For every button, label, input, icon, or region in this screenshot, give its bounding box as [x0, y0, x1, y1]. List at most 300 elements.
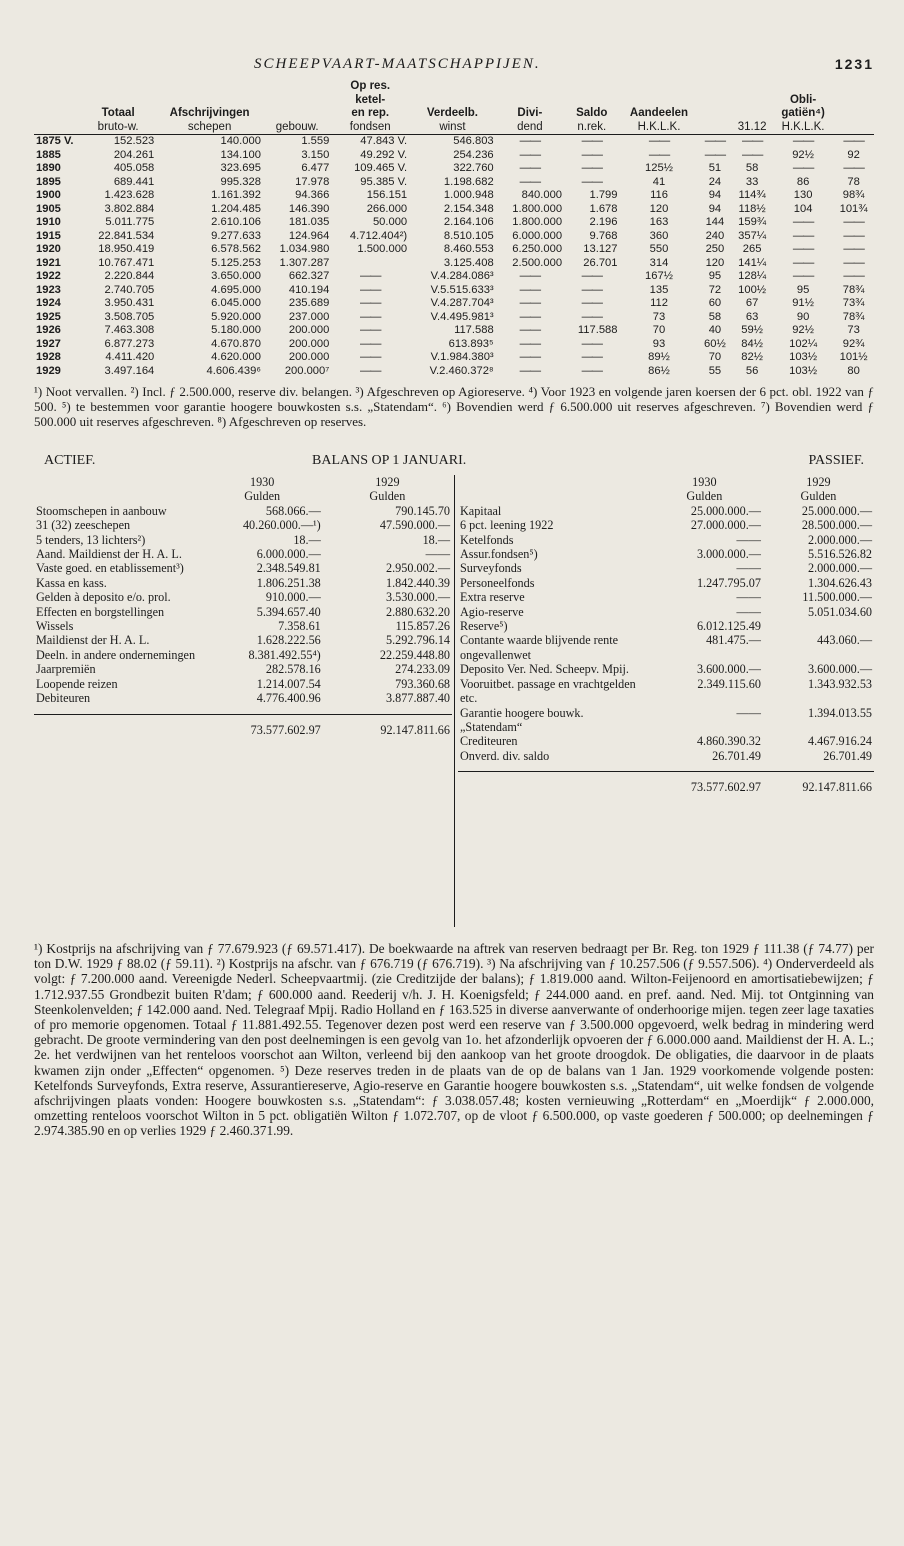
actief-row: [34, 619, 452, 633]
history-cell: 3.802.884: [104, 202, 155, 215]
history-cell: V.1.984.380³: [430, 351, 494, 363]
history-header: [833, 94, 874, 121]
history-cell: 72: [708, 283, 722, 296]
history-cell: 200.000: [288, 324, 330, 336]
history-year: 1923: [36, 283, 61, 296]
history-cell: 613.893⁵: [448, 337, 494, 350]
passief-amount: 1.394.013.55: [808, 705, 872, 720]
passief-amount: ——: [736, 532, 761, 547]
history-cell: 1.161.392: [211, 189, 261, 201]
history-cell: ——: [581, 148, 602, 161]
passief-amount: 1.247.795.07: [696, 575, 761, 590]
history-cell: 200.000: [288, 351, 330, 363]
passief-table: [458, 475, 874, 795]
history-cell: ——: [519, 148, 541, 161]
history-cell: 140.000: [220, 135, 261, 147]
actief-amount: 6.000.000.—: [256, 547, 321, 562]
history-cell: 322.760: [453, 162, 494, 174]
history-cell: 73: [847, 324, 860, 336]
actief-label: Vaste goed. en etablissement³): [36, 561, 184, 576]
balance-footnotes: ¹) Kostprijs na afschrijving van ƒ 77.679.923 (ƒ 69.571.417). De boekwaarde na aftrek van reserven bedraagt per Br. Reg. ton 1929 ƒ 111.38 (ƒ 74.77) per ton D.W. 1929 ƒ 88.02 (ƒ 59.11). ²) Kostprijs na afschr. van ƒ 676.719 (ƒ 676.719). ³) Na afschrijving van ƒ 10.257.506 (ƒ 9.557.506). ⁴) Onderverdeeld als volgt: ƒ 7.200.000 aand. Vereenigde Nederl. Scheepvaartmij. (zie Creditzijde der balans); ƒ 1.819.000 aand. Wilton-Feijenoord en amortisatiebewijzen; ƒ 1.712.937.55 Grondbezit buiten R'dam; ƒ 600.000 aand. Reederij v/h. J. H. Koenigsfeld; ƒ 244.000 aand. en pref. aand. Ned. Mij. tot Ontginning van Steenkolenvelden; ƒ 142.000 aand. Ned. Telegraaf Mpij. Radio Holland en ƒ 163.525 in diverse aanverwante of onderhoorige mijen. tegen zeer lage taxaties of pro memorie opgenomen. Totaal ƒ 11.881.492.55. Tegenover dezen post werd een reserve van ƒ 3.500.000 opgevoerd, welk bedrag in mindering werd gebracht. De groote vermindering van den post deelnemingen is een gevolg van 1o. het afzonderlijk opvoeren der ƒ 6.000.000 aand. Maildienst der H. A. L.; 2e. het verdwijnen van het renteloos voorschot aan Wilton, verleend bij den aankoop van het groote droogdok. De obligaties, die daarvoor in de plaats kwamen zijn onder „Effecten“ opgenomen. ⁵) Deze reserves treden in de plaats van de op de balans van 1 Jan. 1929 voorkomende volgende posten: Ketelfonds Surveyfonds, Extra reserve, Assurantiereserve, Agio-reserve en Garantie hoogere bouwkosten s.s. „Statendam“, uit welke fondsen de volgende afschrijvingen plaats vonden: Hoogere bouwkosten s.s. „Statendam“: ƒ 3.038.057.48; kosten vernieuwing „Rotterdam“ en „Moerdijk“ ƒ 2.000.000, omzetting renteloos voorschot Wilton in 5 pct. obligatiën Wilton ƒ 1.072.707, op de vloot ƒ 6.500.000, op vaste goederen ƒ 500.000; op deelnemingen ƒ 2.974.385.90 en op verlies 1929 ƒ 2.460.371.99.: [34, 941, 874, 1139]
history-cell: ——: [648, 135, 670, 147]
history-cell: ——: [519, 351, 541, 363]
history-cell: 995.328: [220, 175, 261, 188]
history-cell: 4.411.420: [105, 351, 155, 363]
history-cell: 116: [650, 189, 668, 201]
history-header: Verdeelb.: [426, 107, 478, 119]
history-cell: 124.964: [288, 229, 330, 242]
history-cell: ——: [581, 297, 602, 309]
history-header: [699, 94, 732, 121]
passief-row: [458, 706, 874, 735]
history-cell: ——: [843, 256, 864, 269]
history-cell: 102¼: [789, 337, 818, 350]
history-cell: 78¾: [842, 310, 865, 323]
history-cell: 86½: [648, 364, 670, 377]
history-cell: 73¾: [842, 297, 865, 309]
actief-amount: 2.348.549.81: [256, 561, 321, 576]
actief-label: Deeln. in andere ondernemingen: [36, 647, 196, 662]
history-cell: V.5.515.633³: [430, 283, 494, 296]
actief-row: [34, 504, 452, 518]
history-year: 1921: [36, 256, 61, 269]
history-row: [34, 297, 874, 311]
history-year: 1910: [36, 216, 61, 228]
history-cell: 146.390: [288, 202, 330, 215]
history-cell: 1.559: [301, 135, 330, 147]
history-cell: V.4.287.704³: [430, 297, 494, 309]
history-cell: 2.740.705: [104, 283, 155, 296]
history-cell: 73: [652, 310, 666, 323]
passief-row: [458, 677, 874, 706]
history-cell: 235.689: [288, 297, 330, 309]
history-cell: 6.578.562: [211, 243, 261, 255]
actief-label: 31 (32) zeeschepen: [36, 518, 131, 533]
history-cell: ——: [581, 351, 602, 363]
history-header: Obli- gatiën⁴): [781, 93, 825, 119]
actief-side: [34, 475, 452, 737]
spacer: [34, 475, 202, 489]
history-cell: 2.164.106: [443, 216, 494, 228]
actief-amount: 1.214.007.54: [256, 676, 321, 691]
history-cell: ——: [741, 135, 763, 147]
passief-row: [458, 734, 874, 748]
history-body: [34, 135, 874, 379]
history-cell: 41: [652, 175, 666, 188]
history-cell: 405.058: [113, 162, 155, 174]
passief-row: [458, 533, 874, 547]
history-cell: 92½: [792, 324, 814, 336]
history-cell: 266.000: [366, 202, 408, 215]
history-cell: 120: [705, 256, 725, 269]
history-subheader: [833, 121, 874, 135]
history-cell: 94: [708, 202, 722, 215]
history-cell: ——: [843, 243, 864, 255]
history-cell: 117.588: [577, 324, 618, 336]
passief-amount: 5.516.526.82: [808, 547, 872, 562]
history-cell: V.2.460.372⁸: [429, 364, 494, 377]
actief-amount: 1.842.440.39: [386, 575, 450, 590]
passief-amount: ——: [736, 590, 761, 605]
actief-amount: 790.145.70: [395, 503, 450, 518]
history-cell: 152.523: [113, 135, 155, 147]
history-header: Divi-: [517, 107, 543, 119]
history-cell: 4.695.000: [211, 283, 261, 296]
history-cell: 144: [705, 216, 725, 228]
passief-title: PASSIEF.: [808, 453, 864, 468]
history-cell: ——: [519, 283, 541, 296]
actief-total: 73.577.602.97: [202, 714, 323, 737]
history-cell: 550: [649, 243, 669, 255]
history-cell: 10.767.471: [98, 256, 155, 269]
history-cell: ——: [581, 310, 602, 323]
actief-amount: 18.—: [422, 532, 450, 547]
history-subheader: winst: [409, 121, 496, 135]
history-cell: 134.100: [220, 148, 261, 161]
history-cell: 18.950.419: [98, 243, 155, 255]
history-cell: 3.125.408: [443, 256, 494, 269]
history-cell: ——: [843, 135, 864, 147]
history-cell: ——: [581, 175, 602, 188]
actief-total-row: [34, 714, 452, 737]
history-cell: 4.712.404²): [349, 229, 408, 242]
passief-year: 1929: [806, 475, 831, 489]
history-cell: 2.610.106: [211, 216, 261, 228]
history-cell: 84½: [741, 337, 764, 350]
history-cell: 49.292 V.: [360, 148, 408, 161]
history-cell: ——: [519, 270, 541, 282]
actief-year-row: [34, 475, 452, 489]
history-cell: ——: [519, 175, 541, 188]
passief-side: [458, 475, 874, 795]
history-row: [34, 338, 874, 352]
passief-amount: 1.304.626.43: [808, 575, 872, 590]
history-cell: 90: [796, 310, 810, 323]
history-cell: 254.236: [453, 148, 494, 161]
history-year: 1915: [36, 229, 61, 242]
history-cell: ——: [843, 216, 864, 228]
history-cell: 2.196: [589, 216, 618, 228]
history-cell: 3.950.431: [104, 297, 155, 309]
actief-label: Debiteuren: [36, 691, 91, 706]
history-cell: 60: [708, 297, 722, 309]
history-cell: ——: [581, 270, 602, 282]
history-cell: 78¾: [842, 283, 865, 296]
history-cell: 55: [708, 364, 722, 377]
history-cell: 167½: [645, 270, 673, 282]
history-year: 1925: [36, 310, 61, 323]
history-cell: ——: [843, 229, 864, 242]
history-cell: 1.800.000: [512, 202, 563, 215]
passief-amount: 27.000.000.—: [690, 518, 761, 533]
actief-row: [34, 633, 452, 647]
actief-year: 1930: [249, 475, 275, 489]
spacer: [458, 772, 646, 795]
spacer: [458, 475, 646, 489]
history-subheader: fondsen: [331, 121, 409, 135]
history-cell: 314: [649, 256, 669, 269]
history-row: [34, 189, 874, 203]
passief-unit-row: [458, 489, 874, 503]
history-header: Aandeelen: [629, 107, 689, 119]
history-row: [34, 149, 874, 163]
history-cell: 360: [649, 229, 669, 242]
passief-amount: 3.000.000.—: [696, 547, 761, 562]
history-cell: 63: [745, 310, 759, 323]
history-cell: 200.000: [288, 337, 330, 350]
history-header: Totaal: [101, 107, 135, 119]
history-cell: 1.034.980: [279, 243, 330, 255]
actief-row: [34, 605, 452, 619]
history-cell: ——: [360, 364, 381, 377]
history-cell: 6.045.000: [211, 297, 261, 309]
history-year: 1922: [36, 270, 61, 282]
history-header: [34, 94, 80, 121]
history-subheader: 31.12: [731, 121, 773, 135]
history-year: 1920: [36, 243, 61, 255]
history-year: 1905: [36, 202, 61, 215]
balance-sheet: [34, 475, 874, 931]
gap-cell: [34, 706, 202, 715]
passief-amount: 5.051.034.60: [808, 604, 872, 619]
actief-amount: 4.776.400.96: [256, 691, 321, 706]
actief-table: [34, 475, 452, 737]
history-cell: ——: [581, 337, 602, 350]
history-cell: 112: [650, 297, 668, 309]
passief-row: [458, 561, 874, 575]
history-cell: 118½: [738, 202, 766, 215]
history-cell: 546.803: [453, 135, 494, 147]
history-year: 1928: [36, 351, 61, 363]
history-cell: 100½: [738, 283, 767, 296]
history-cell: 9.768: [589, 229, 618, 242]
passief-label: Deposito Ver. Ned. Scheepv. Mpij.: [460, 662, 629, 677]
history-cell: 94: [708, 189, 722, 201]
history-cell: ——: [581, 162, 602, 174]
passief-row: [458, 749, 874, 763]
passief-label: Ketelfonds: [460, 532, 514, 547]
passief-row: [458, 662, 874, 676]
page-number: 1231: [834, 56, 874, 72]
history-subheader: H.K.L.K.: [619, 121, 698, 135]
actief-amount: 8.381.492.55⁴): [248, 647, 321, 662]
history-subheader: [34, 121, 80, 135]
actief-label: Wissels: [36, 619, 74, 634]
history-cell: ——: [581, 135, 602, 147]
history-cell: 58: [708, 310, 722, 323]
history-cell: 24: [708, 175, 722, 188]
history-cell: ——: [843, 162, 864, 174]
history-cell: 2.220.844: [104, 270, 155, 282]
running-head: [34, 50, 874, 80]
actief-amount: 910.000.—: [265, 590, 321, 605]
actief-row: [34, 547, 452, 561]
history-cell: 67: [745, 297, 759, 309]
history-cell: 237.000: [288, 310, 330, 323]
history-year: 1895: [36, 175, 61, 188]
passief-row: [458, 590, 874, 604]
actief-label: Kassa en kass.: [36, 575, 107, 590]
history-cell: 95: [796, 283, 810, 296]
history-cell: 33: [745, 175, 759, 188]
actief-amount: 5.394.657.40: [256, 604, 321, 619]
history-cell: 357¼: [738, 229, 767, 242]
gap: [458, 763, 874, 772]
actief-unit: Gulden: [369, 489, 406, 504]
history-cell: 159¾: [738, 216, 767, 228]
history-cell: 91½: [792, 297, 814, 309]
history-cell: 93: [652, 337, 666, 350]
actief-amount: 47.590.000.—: [379, 518, 450, 533]
history-cell: 1.423.628: [104, 189, 155, 201]
history-cell: 117.588: [454, 324, 494, 336]
history-cell: ——: [519, 337, 541, 350]
history-cell: 94.366: [295, 189, 330, 201]
actief-title: ACTIEF.: [44, 453, 96, 468]
passief-row: [458, 576, 874, 590]
actief-amount: 274.233.09: [395, 662, 450, 677]
balance-header: [34, 453, 874, 473]
history-year: 1926: [36, 324, 61, 336]
history-cell: 5.125.253: [211, 256, 261, 269]
history-cell: ——: [792, 256, 814, 269]
actief-row: [34, 662, 452, 676]
history-cell: 3.497.164: [104, 364, 155, 377]
history-cell: ——: [360, 270, 381, 282]
history-cell: 92¾: [842, 337, 865, 350]
history-cell: 50.000: [372, 216, 408, 228]
history-cell: 47.843 V.: [360, 135, 408, 147]
actief-row: [34, 691, 452, 705]
actief-amount: 793.360.68: [395, 676, 450, 691]
passief-amount: 4.467.916.24: [808, 734, 872, 749]
spacer: [34, 714, 202, 737]
actief-label: Jaarpremiën: [36, 662, 96, 677]
history-cell: ——: [792, 216, 814, 228]
history-cell: V.4.495.981³: [430, 310, 494, 323]
history-subheader: n.rek.: [564, 121, 619, 135]
passief-amount: 3.600.000.—: [696, 662, 761, 677]
actief-amount: 568.066.—: [265, 503, 321, 518]
history-cell: 130: [793, 189, 813, 201]
passief-label: Personeelfonds: [460, 575, 535, 590]
history-year: 1900: [36, 189, 61, 201]
passief-total: 73.577.602.97: [646, 772, 763, 795]
history-cell: 56: [745, 364, 759, 377]
history-cell: 662.327: [288, 270, 330, 282]
history-cell: 689.441: [113, 175, 155, 188]
passief-row: [458, 605, 874, 619]
history-cell: ——: [519, 135, 541, 147]
history-cell: 59½: [741, 324, 764, 336]
history-header-row: [34, 94, 874, 121]
actief-unit-row: [34, 489, 452, 503]
history-row: [34, 270, 874, 284]
gap-cell: [458, 763, 646, 772]
history-cell: 6.250.000: [512, 243, 563, 255]
history-cell: 114¾: [738, 189, 766, 201]
history-row: [34, 176, 874, 190]
history-cell: 60½: [704, 337, 726, 350]
history-header: [731, 94, 773, 121]
history-cell: 1.800.000: [512, 216, 563, 228]
history-subheader: gebouw.: [263, 121, 331, 135]
passief-amount: 481.475.—: [706, 633, 761, 648]
actief-row: [34, 561, 452, 575]
history-header: Afschrijvingen: [169, 107, 250, 119]
history-cell: 1.307.287: [279, 256, 330, 269]
history-cell: 17.978: [295, 175, 330, 188]
history-row: [34, 324, 874, 338]
passief-year: 1930: [692, 475, 717, 489]
passief-amount: ——: [736, 561, 761, 576]
history-cell: ——: [704, 148, 726, 161]
actief-amount: 2.950.002.—: [386, 561, 450, 576]
history-cell: 240: [705, 229, 725, 242]
actief-row: [34, 576, 452, 590]
passief-amount: 28.500.000.—: [801, 518, 872, 533]
actief-amount: 115.857.26: [395, 619, 450, 634]
history-cell: 1.500.000: [357, 243, 408, 255]
history-cell: ——: [519, 364, 541, 377]
history-cell: 95.385 V.: [360, 175, 408, 188]
history-cell: ——: [519, 324, 541, 336]
actief-amount: 3.877.887.40: [386, 691, 450, 706]
history-cell: 78: [847, 175, 860, 188]
history-cell: ——: [843, 270, 864, 282]
history-cell: 26.701: [583, 256, 618, 269]
passief-amount: 4.860.390.32: [696, 734, 761, 749]
history-cell: ——: [741, 148, 763, 161]
actief-total: 92.147.811.66: [323, 714, 452, 737]
history-cell: 51: [708, 162, 722, 174]
history-cell: 2.500.000: [512, 256, 563, 269]
top-note: Op res.: [350, 80, 391, 92]
history-cell: 40: [708, 324, 722, 336]
history-cell: 89½: [648, 351, 670, 363]
passief-row: [458, 518, 874, 532]
history-subheader: schepen: [156, 121, 263, 135]
passief-amount: 25.000.000.—: [801, 503, 872, 518]
actief-amount: 5.292.796.14: [386, 633, 450, 648]
passief-amount: 2.000.000.—: [808, 561, 872, 576]
history-cell: 1.799: [589, 189, 618, 201]
history-cell: 109.465 V.: [354, 162, 408, 174]
passief-label: Vooruitbet. passage en vrachtgelden etc.: [460, 676, 636, 706]
actief-amount: 40.260.000.—¹): [242, 518, 321, 533]
passief-amount: 25.000.000.—: [690, 503, 761, 518]
passief-label: 6 pct. leening 1922: [460, 518, 554, 533]
passief-amount: 3.600.000.—: [808, 662, 872, 677]
actief-amount: 7.358.61: [278, 619, 321, 634]
history-cell: 135: [649, 283, 669, 296]
history-cell: ——: [360, 337, 381, 350]
history-cell: 1.198.682: [443, 175, 494, 188]
passief-amount: 6.012.125.49: [696, 619, 761, 634]
history-cell: 70: [708, 351, 722, 363]
passief-row: [458, 504, 874, 518]
passief-amount: 2.000.000.—: [808, 532, 872, 547]
passief-label: Reserve⁵): [460, 619, 508, 634]
actief-unit: Gulden: [244, 489, 281, 504]
history-row: [34, 135, 874, 149]
passief-label: Extra reserve: [460, 590, 525, 605]
history-header: [263, 94, 331, 121]
history-cell: ——: [792, 135, 814, 147]
history-cell: 8.460.553: [443, 243, 494, 255]
actief-amount: 2.880.632.20: [386, 604, 450, 619]
passief-amount: ——: [736, 705, 761, 720]
